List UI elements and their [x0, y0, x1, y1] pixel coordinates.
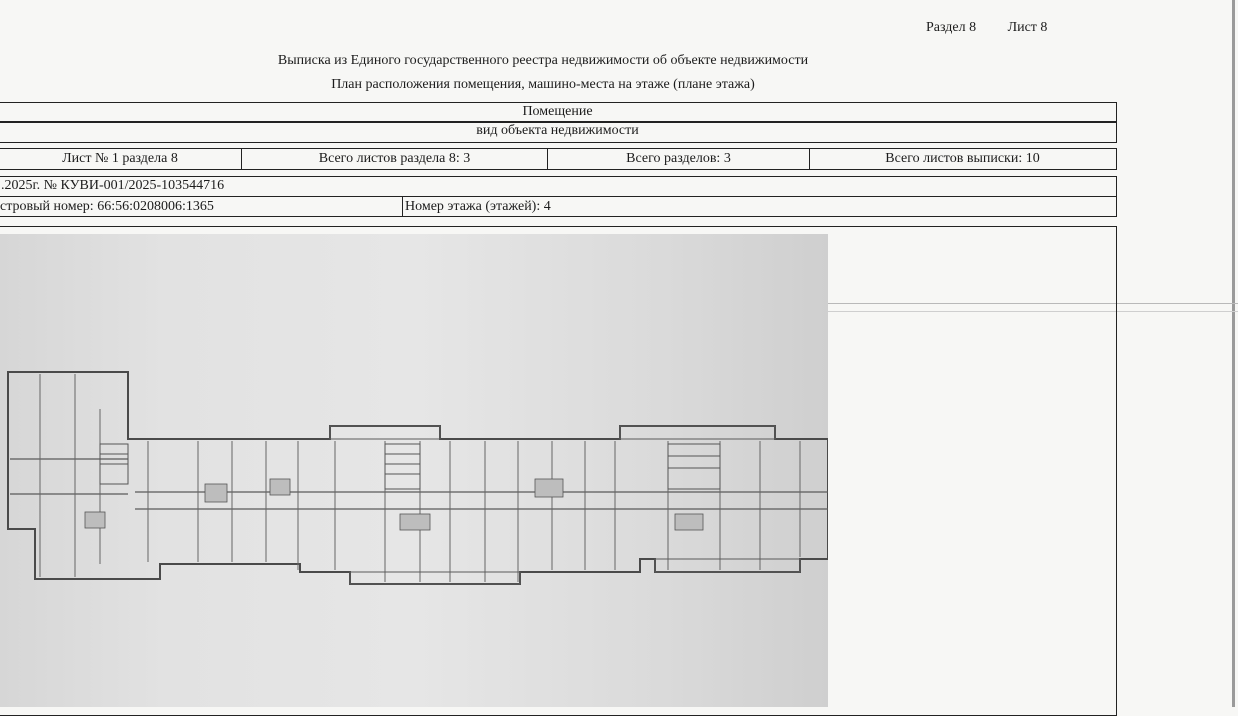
page-edge — [1232, 0, 1235, 707]
balconies — [330, 426, 800, 584]
cadastral-number: стровый номер: 66:56:0208006:1365 — [0, 199, 214, 214]
object-type-caption-cell — [0, 121, 1117, 143]
total-sheets-extract-cell — [810, 149, 1115, 169]
floor-plan-drawing — [0, 234, 828, 707]
total-sections-cell — [548, 149, 810, 169]
object-type-value: Помещение — [522, 104, 593, 119]
sheet-number: Лист № 1 раздела 8 — [62, 151, 178, 166]
corridor-lines — [10, 459, 828, 509]
record-date-number: .2025г. № КУВИ-001/2025-103544716 — [1, 178, 225, 193]
sheet-number-cell — [0, 149, 242, 169]
total-sheets-section-cell — [242, 149, 548, 169]
floor-number: Номер этажа (этажей): 4 — [405, 199, 551, 214]
section-sheet-header — [926, 20, 1075, 36]
sanitary-units — [85, 479, 703, 530]
document-subtitle: План расположения помещения, машино-места на этаже (плане этажа) — [331, 77, 755, 92]
floor-plan-image — [0, 234, 828, 707]
total-sections: Всего разделов: 3 — [626, 151, 731, 166]
stairwells — [100, 444, 720, 489]
sheet-info-row — [0, 148, 1117, 170]
total-sheets-extract: Всего листов выписки: 10 — [885, 151, 1040, 166]
object-type-caption: вид объекта недвижимости — [476, 123, 639, 138]
building-outline — [8, 372, 828, 584]
document-title: Выписка из Единого государственного реестра недвижимости об объекте недвижимости — [277, 53, 809, 68]
record-date-number-cell — [0, 176, 1117, 197]
section-label: Раздел 8 — [926, 20, 977, 35]
cadastral-cell — [0, 197, 403, 216]
object-type-cell — [0, 102, 1117, 123]
cadastral-row — [0, 196, 1117, 217]
total-sheets-section: Всего листов раздела 8: 3 — [318, 151, 471, 166]
floor-cell — [403, 197, 1115, 216]
sheet-label: Лист 8 — [1007, 20, 1048, 35]
